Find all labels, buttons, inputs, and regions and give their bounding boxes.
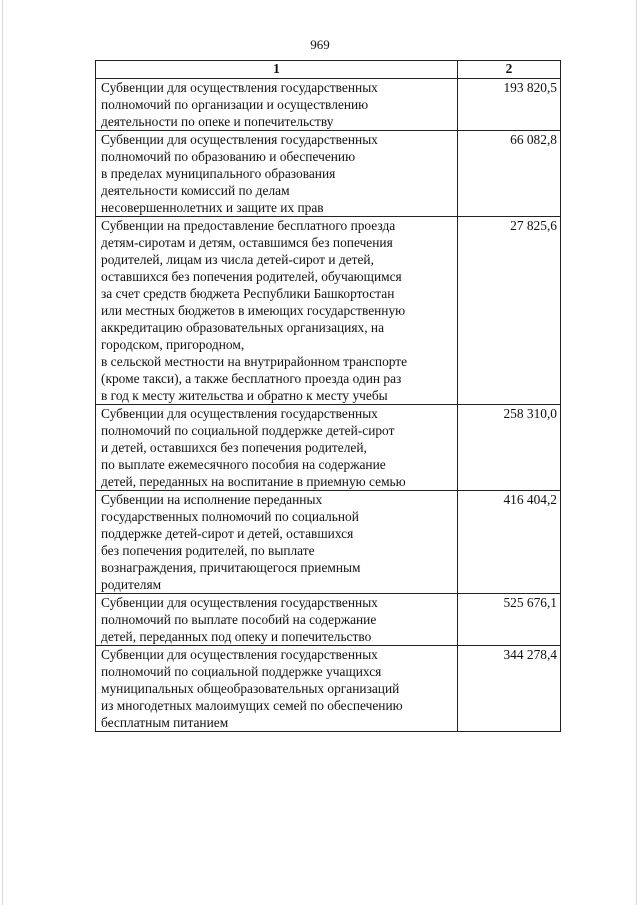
row-amount: 525 676,1 <box>458 594 561 646</box>
row-amount: 193 820,5 <box>458 79 561 131</box>
row-amount: 344 278,4 <box>458 646 561 732</box>
row-description: Субвенции для осуществления государственных полномочий по организации и осуществлению деятельности по опеке и попечительству <box>96 79 458 131</box>
scan-edge-right <box>636 0 637 905</box>
column-header-amount: 2 <box>458 61 561 79</box>
row-description: Субвенции на предоставление бесплатного проезда детям-сиротам и детям, оставшимся без попечения родителей, лицам из числа детей-сирот и детей, оставшихся без попечения родителей, обучающимся за счет средств бюджета Республики Башкортостан или местных бюджетов в имеющих государственную аккредитацию образовательных организациях, на городском, пригородном, в сельской местности на внутрирайонном транспорте (кроме такси), а также бесплатного проезда один раз в год к месту жительства и обратно к месту учебы <box>96 217 458 405</box>
table-row <box>96 491 561 594</box>
row-description: Субвенции для осуществления государственных полномочий по выплате пособий на содержание детей, переданных под опеку и попечительство <box>96 594 458 646</box>
row-description: Субвенции для осуществления государственных полномочий по социальной поддержке детей-сирот и детей, оставшихся без попечения родителей, по выплате ежемесячного пособия на содержание детей, переданных на воспитание в приемную семью <box>96 405 458 491</box>
table-row <box>96 405 561 491</box>
row-description: Субвенции для осуществления государственных полномочий по социальной поддержке учащихся муниципальных общеобразовательных организаций из многодетных малоимущих семей по обеспечению бесплатным питанием <box>96 646 458 732</box>
row-description: Субвенции для осуществления государственных полномочий по образованию и обеспечению в пределах муниципального образования деятельности комиссий по делам несовершеннолетних и защите их прав <box>96 131 458 217</box>
row-description: Субвенции на исполнение переданных государственных полномочий по социальной поддержке детей-сирот и детей, оставшихся без попечения родителей, по выплате вознаграждения, причитающегося приемным родителям <box>96 491 458 594</box>
subventions-table <box>95 60 561 732</box>
column-header-description: 1 <box>96 61 458 79</box>
table-row <box>96 79 561 131</box>
row-amount: 66 082,8 <box>458 131 561 217</box>
table-row <box>96 131 561 217</box>
table-row <box>96 217 561 405</box>
row-amount: 27 825,6 <box>458 217 561 405</box>
row-amount: 416 404,2 <box>458 491 561 594</box>
row-amount: 258 310,0 <box>458 405 561 491</box>
table-row <box>96 646 561 732</box>
table-row <box>96 594 561 646</box>
table-header-row <box>96 61 561 79</box>
page-number: 969 <box>310 37 330 52</box>
scan-edge-left <box>2 0 3 905</box>
